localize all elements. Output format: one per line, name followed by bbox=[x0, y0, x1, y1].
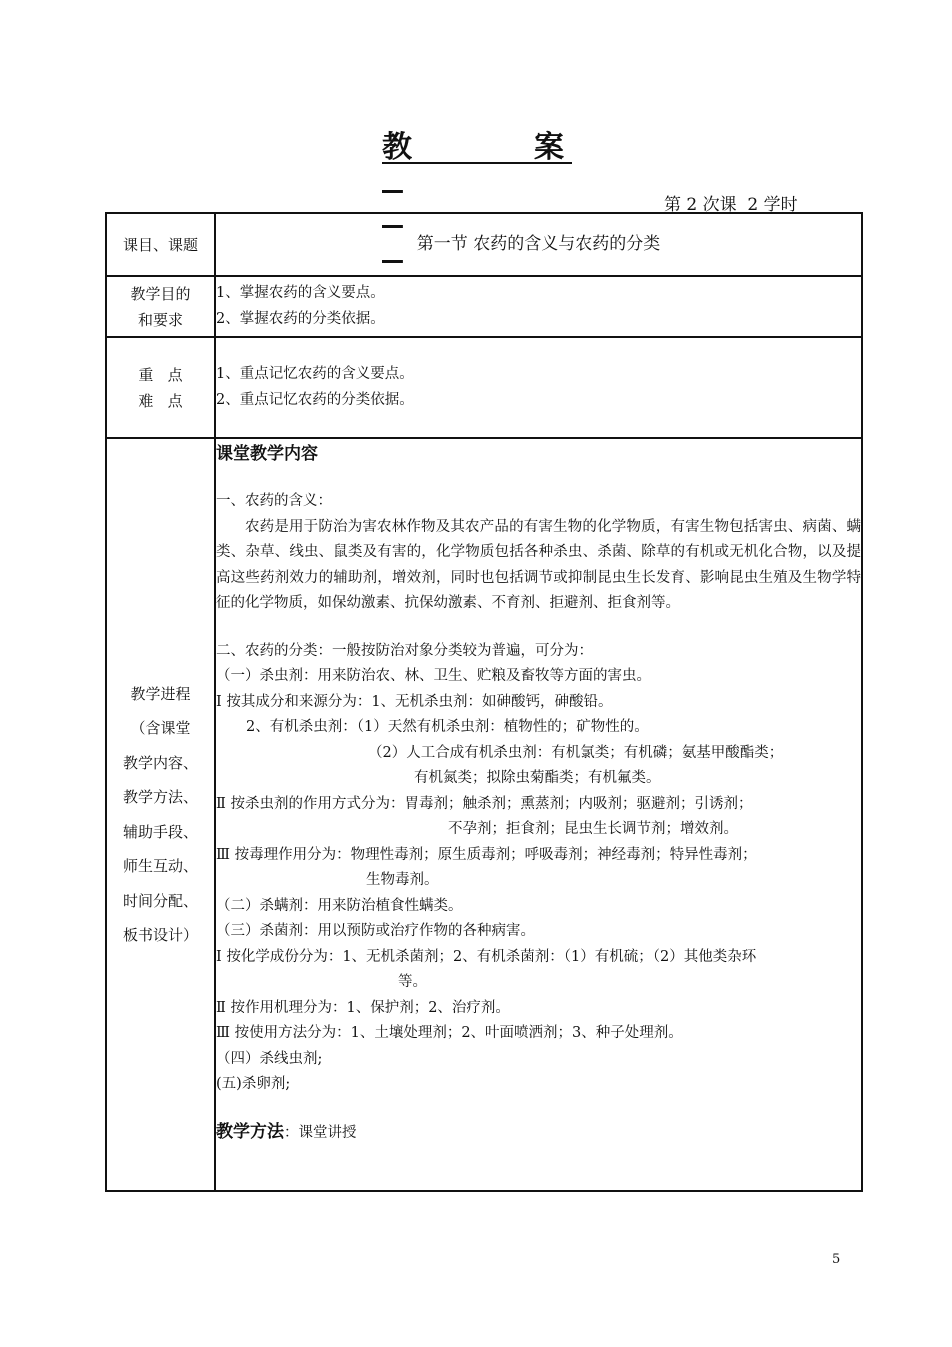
process-content bbox=[215, 438, 862, 1191]
process-label-line: 教学内容、 bbox=[122, 753, 198, 772]
title-char-1: 教 bbox=[382, 130, 412, 165]
key-item: 1、重点记忆农药的含义要点。 bbox=[216, 366, 414, 382]
topic-label: 课目、课题 bbox=[106, 213, 215, 276]
content-line: （一）杀虫剂：用来防治农、林、卫生、贮粮及畜牧等方面的害虫。 bbox=[216, 668, 651, 684]
section-2-title: 二、农药的分类：一般按防治对象分类较为普遍，可分为： bbox=[216, 642, 593, 659]
content-line: Ⅰ 按化学成份分为：1、无机杀菌剂；2、有机杀菌剂：（1）有机硫；（2）其他类杂环 bbox=[216, 948, 757, 965]
key-content bbox=[215, 337, 862, 438]
content-line: Ⅱ 按杀虫剂的作用方式分为：胃毒剂；触杀剂；熏蒸剂；内吸剂；驱避剂；引诱剂； bbox=[216, 795, 753, 812]
goals-label bbox=[106, 276, 215, 337]
goal-item: 1、掌握农药的含义要点。 bbox=[216, 285, 385, 301]
content-heading: 课堂教学内容 bbox=[216, 444, 318, 464]
page-number: 5 bbox=[832, 1252, 841, 1267]
content-line: Ⅲ 按毒理作用分为：物理性毒剂；原生质毒剂；呼吸毒剂；神经毒剂；特异性毒剂； bbox=[216, 846, 757, 863]
process-label-line: 辅助手段、 bbox=[122, 822, 198, 841]
process-label-line: 时间分配、 bbox=[122, 891, 198, 910]
content-line: （2）人工合成有机杀虫剂：有机氯类；有机磷；氨基甲酸酯类； bbox=[368, 744, 784, 761]
lesson-plan-table bbox=[105, 212, 863, 1192]
topic-value: 第一节 农药的含义与农药的分类 bbox=[215, 213, 862, 276]
key-label bbox=[106, 337, 215, 438]
content-line: 等。 bbox=[398, 974, 427, 990]
content-line: Ⅱ 按作用机理分为：1、保护剂；2、治疗剂。 bbox=[216, 999, 510, 1016]
session-info: 第 2 次课 2 学时 bbox=[664, 195, 798, 215]
content-line: Ⅰ 按其成分和来源分为：1、无机杀虫剂：如砷酸钙，砷酸铅。 bbox=[216, 693, 613, 710]
content-line: Ⅲ 按使用方法分为：1、土壤处理剂；2、叶面喷洒剂；3、种子处理剂。 bbox=[216, 1025, 683, 1041]
section-1-body: 农药是用于防治为害农林作物及其农产品的有害生物的化学物质，有害生物包括害虫、病菌、螨类、杂草、线虫、鼠类及有害的，化学物质包括各种杀虫、杀菌、除草的有机或无机化合物，以及提高这些药剂效力的辅助剂，增效剂，同时也包括调节或抑制昆虫生长发育、影响昆虫生殖及生物学特征的化学物质，如保幼激素、抗保幼激素、不育剂、拒避剂、拒食剂等。 bbox=[216, 518, 861, 611]
process-label-line: （含课堂 bbox=[130, 719, 191, 737]
goals-label-line2: 和要求 bbox=[137, 310, 183, 329]
content-line: 有机氮类；拟除虫菊酯类；有机氟类。 bbox=[414, 770, 661, 786]
key-label-line1: 重 点 bbox=[138, 365, 183, 384]
process-label bbox=[106, 438, 215, 1191]
key-label-line2: 难 点 bbox=[138, 391, 183, 410]
key-item: 2、重点记忆农药的分类依据。 bbox=[216, 391, 414, 408]
process-label-line: 教学方法、 bbox=[122, 788, 198, 806]
method-label: 教学方法 bbox=[216, 1121, 284, 1142]
content-line: （四）杀线虫剂; bbox=[216, 1050, 323, 1067]
row-topic bbox=[106, 213, 862, 276]
teaching-method bbox=[216, 1120, 861, 1147]
goals-content bbox=[215, 276, 862, 337]
content-line: （二）杀螨剂：用来防治植食性螨类。 bbox=[216, 897, 463, 914]
row-key-points bbox=[106, 337, 862, 438]
method-value: 课堂讲授 bbox=[298, 1124, 357, 1141]
process-label-line: 师生互动、 bbox=[122, 857, 198, 875]
row-teaching-process bbox=[106, 438, 862, 1191]
row-goals bbox=[106, 276, 862, 337]
content-line: （三）杀菌剂：用以预防或治疗作物的各种病害。 bbox=[216, 923, 535, 939]
method-colon: ： bbox=[284, 1124, 299, 1141]
process-label-line: 板书设计） bbox=[122, 926, 198, 944]
section-1-title: 一、农药的含义： bbox=[216, 493, 332, 509]
content-line: 2、有机杀虫剂：（1）天然有机杀虫剂：植物性的；矿物性的。 bbox=[246, 719, 649, 735]
content-line: 不孕剂；拒食剂；昆虫生长调节剂；增效剂。 bbox=[448, 821, 738, 837]
content-line: (五)杀卵剂; bbox=[216, 1076, 291, 1092]
document-title bbox=[382, 122, 572, 165]
content-line: 生物毒剂。 bbox=[366, 872, 439, 888]
title-char-2: 案 bbox=[534, 130, 564, 165]
goals-label-line1: 教学目的 bbox=[130, 284, 191, 303]
goal-item: 2、掌握农药的分类依据。 bbox=[216, 310, 385, 327]
process-label-line: 教学进程 bbox=[130, 684, 191, 703]
